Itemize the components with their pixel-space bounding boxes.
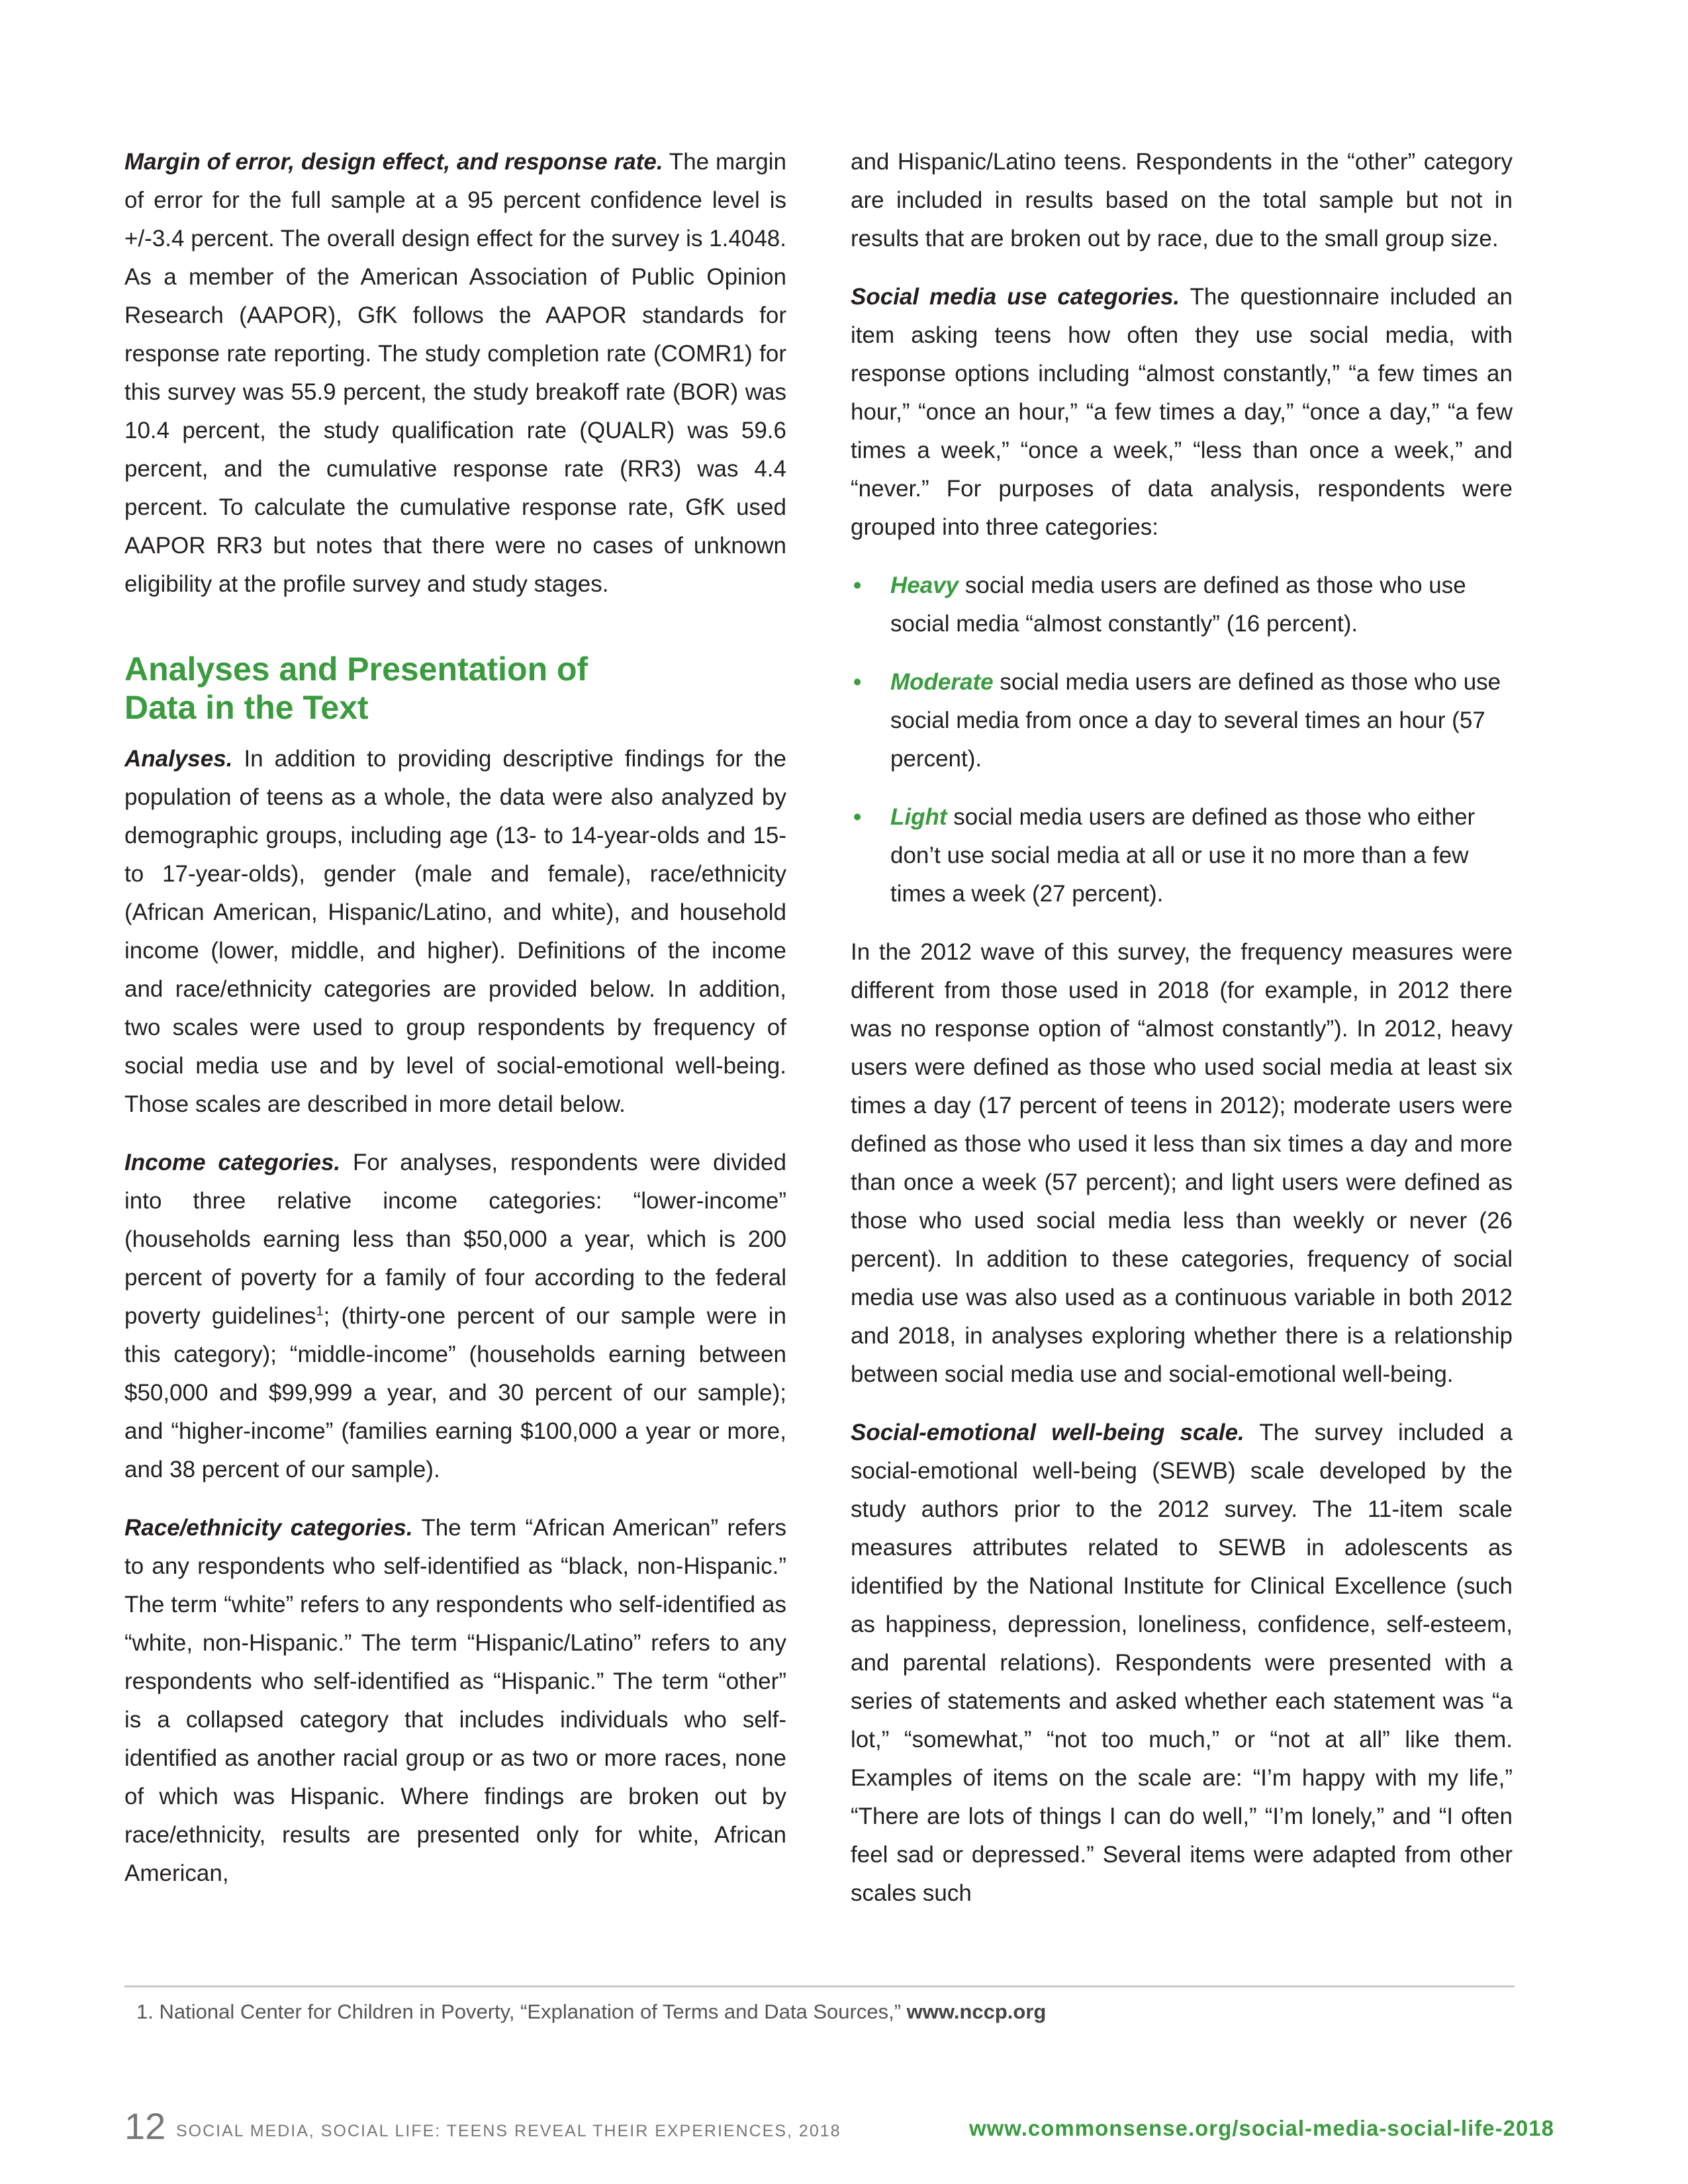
footnote-ref[interactable]: 1 [316, 1304, 324, 1319]
page-footer [124, 2103, 1554, 2150]
usage-category-list [851, 567, 1513, 913]
bullet-term-heavy: Heavy [890, 572, 959, 598]
income-text-a: For analyses, respondents were divided into three relative income categories: “lower-income” (households earning less than $50,000 a year, which is 200 percent of poverty for a family of four according to the federal poverty guidelines [124, 1150, 786, 1329]
race-lead: Race/ethnicity categories. [124, 1515, 413, 1541]
social-media-lead: Social media use categories. [851, 284, 1180, 310]
footnote-text: 1. National Center for Children in Poverty, “Explanation of Terms and Data Sources,” [136, 2000, 907, 2023]
income-text-b: ; (thirty-one percent of our sample were in this category); “middle-income” (households earning between $50,000 and $99,999 a year, and 30 percent of our sample); and “higher-income” (families earning $100,000 a year or more, and 38 percent of our sample). [124, 1303, 786, 1482]
bullet-icon: • [853, 572, 862, 598]
analyses-text: In addition to providing descriptive findings for the population of teens as a whole, the data were also analyzed by demographic groups, including age (13- to 14-year-olds and 15- to 17-year-olds), gender (male and female), race/ethnicity (African American, Hispanic/Latino, and white), and household income (lower, middle, and higher). Definitions of the income and race/ethnicity categories are provided below. In addition, two scales were used to group respondents by frequency of social media use and by level of social-emotional well-being. Those scales are described in more detail below. [124, 746, 786, 1117]
analyses-paragraph [124, 740, 786, 1124]
list-item-heavy [851, 567, 1513, 643]
bullet-icon: • [853, 804, 862, 830]
section-heading [124, 650, 786, 727]
margin-of-error-paragraph [124, 143, 786, 604]
footer-link[interactable]: www.commonsense.org/social-media-social-life-2018 [968, 2116, 1554, 2140]
bullet-text-light: social media users are defined as those who either don’t use social media at all or use it no more than a few times a week (27 percent). [890, 804, 1476, 907]
footnote [136, 1997, 1046, 2026]
section-heading-line-2: Data in the Text [124, 689, 369, 726]
race-continued-paragraph: and Hispanic/Latino teens. Respondents in the “other” category are included in results based on the total sample but not in results that are broken out by race, due to the small group size. [851, 149, 1513, 251]
bullet-text-moderate: social media users are defined as those who use social media from once a day to several times an hour (57 percent). [890, 669, 1501, 772]
bullet-term-moderate: Moderate [890, 669, 994, 695]
bullet-icon: • [853, 669, 862, 695]
wave-2012-paragraph: In the 2012 wave of this survey, the frequency measures were different from those used in 2018 (for example, in 2012 there was no response option of “almost constantly”). In 2012, heavy users were defined as those who used social media at least six times a day (17 percent of teens in 2012); moderate users were defined as those who used it less than six times a day and more than once a week (57 percent); and light users were defined as those who used social media less than weekly or never (26 percent). In addition to these categories, frequency of social media use was also used as a continuous variable in both 2012 and 2018, in analyses exploring whether there is a relationship between social media use and social-emotional well-being. [851, 939, 1513, 1387]
bullet-term-light: Light [890, 804, 947, 830]
sewb-lead: Social-emotional well-being scale. [851, 1420, 1244, 1445]
publication-title: SOCIAL MEDIA, SOCIAL LIFE: TEENS REVEAL THEIR EXPERIENCES, 2018 [176, 2122, 841, 2140]
sewb-text: The survey included a social-emotional well-being (SEWB) scale developed by the study authors prior to the 2012 survey. The 11-item scale measures attributes related to SEWB in adolescents as identified by the National Institute for Clinical Excellence (such as happiness, depression, loneliness, confidence, self-esteem, and parental relations). Respondents were presented with a series of statements and asked whether each statement was “a lot,” “somewhat,” “not too much,” or “not at all” like them. Examples of items on the scale are: “I’m happy with my life,” “There are lots of things I can do well,” “I’m lonely,” and “I often feel sad or depressed.” Several items were adapted from other scales such [851, 1420, 1513, 1906]
income-lead: Income categories. [124, 1150, 341, 1175]
analyses-lead: Analyses. [124, 746, 233, 772]
left-column [124, 143, 786, 1913]
race-paragraph [124, 1509, 786, 1893]
page-number: 12 [124, 2105, 166, 2147]
social-media-paragraph [851, 278, 1513, 547]
margin-of-error-text: The margin of error for the full sample at a 95 percent confidence level is +/-3.4 percent. The overall design effect for the survey is 1.4048. As a member of the American Association of Public Opinion Research (AAPOR), GfK follows the AAPOR standards for response rate reporting. The study completion rate (COMR1) for this survey was 55.9 percent, the study breakoff rate (BOR) was 10.4 percent, the study qualification rate (QUALR) was 59.6 percent, and the cumulative response rate (RR3) was 4.4 percent. To calculate the cumulative response rate, GfK used AAPOR RR3 but notes that there were no cases of unknown eligibility at the profile survey and study stages. [124, 149, 786, 597]
margin-of-error-lead: Margin of error, design effect, and response rate. [124, 149, 663, 175]
right-column [851, 143, 1513, 1933]
list-item-light [851, 798, 1513, 913]
bullet-text-heavy: social media users are defined as those who use social media “almost constantly” (16 percent). [890, 572, 1466, 637]
section-heading-line-1: Analyses and Presentation of [124, 651, 588, 688]
sewb-paragraph [851, 1414, 1513, 1913]
social-media-text: The questionnaire included an item asking teens how often they use social media, with response options including “almost constantly,” “a few times an hour,” “once an hour,” “a few times a day,” “once a day,” “a few times a week,” “once a week,” “less than once a week,” and “never.” For purposes of data analysis, respondents were grouped into three categories: [851, 284, 1513, 540]
footnote-divider [124, 1985, 1515, 1987]
race-text: The term “African American” refers to any respondents who self-identified as “black, non-Hispanic.” The term “white” refers to any respondents who self-identified as “white, non-Hispanic.” The term “Hispanic/Latino” refers to any respondents who self-identified as “Hispanic.” The term “other” is a collapsed category that includes individuals who self-identified as another racial group or as two or more races, none of which was Hispanic. Where findings are broken out by race/ethnicity, results are presented only for white, African American, [124, 1515, 787, 1886]
footnote-link[interactable]: www.nccp.org [906, 2000, 1047, 2023]
list-item-moderate [851, 663, 1513, 778]
income-paragraph [124, 1144, 786, 1489]
